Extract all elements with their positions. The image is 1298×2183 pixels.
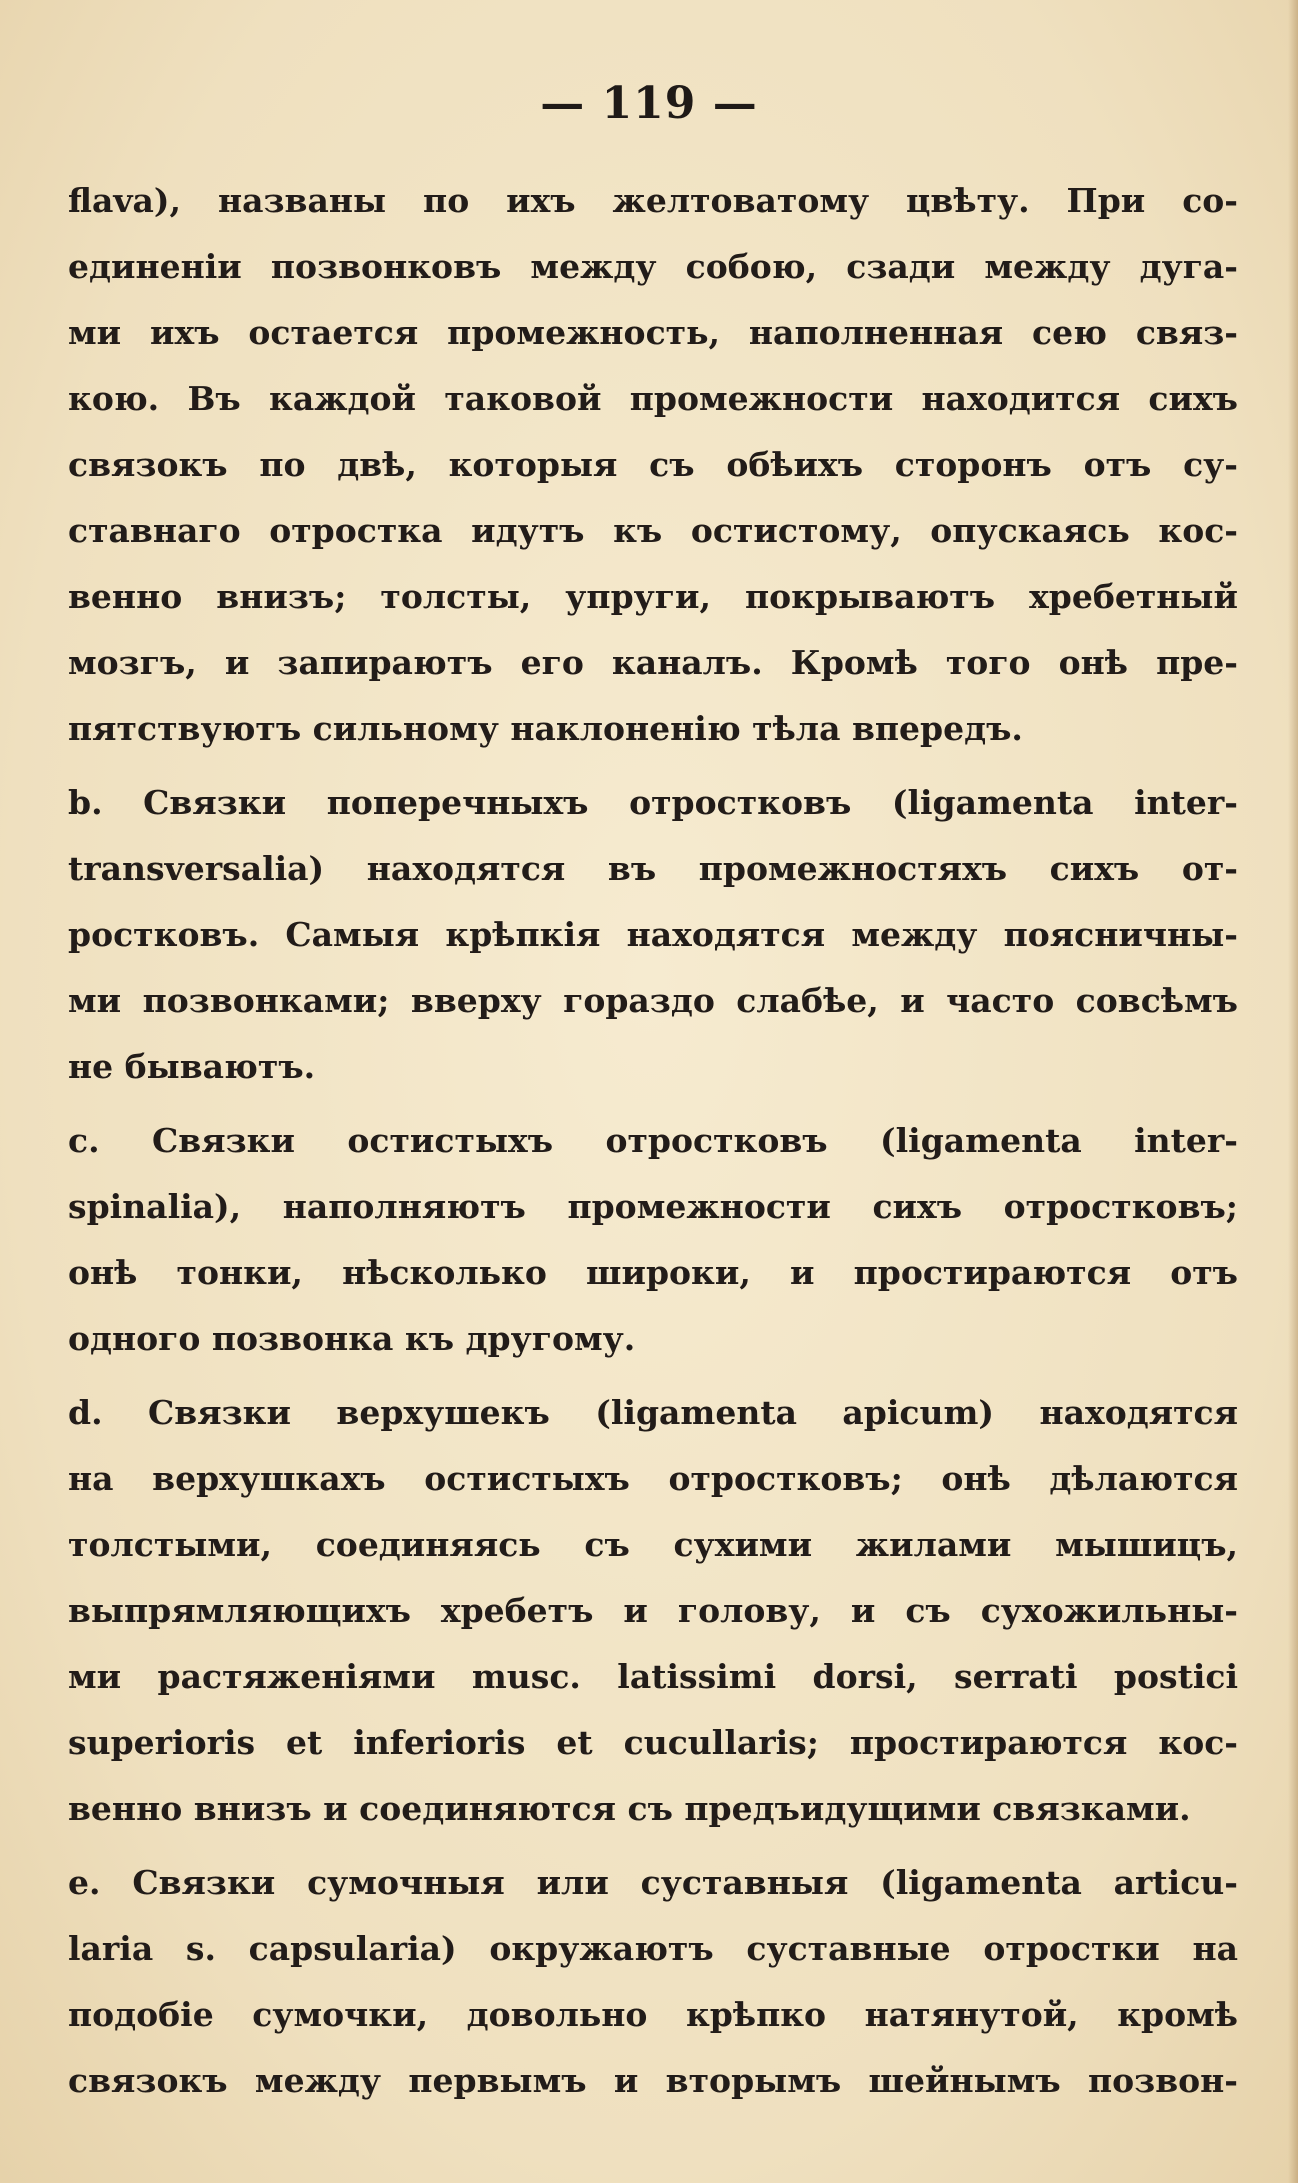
text-line: ми растяженiями musc. latissimi dorsi, serrati postici: [68, 1657, 1238, 1696]
text-line: пятствуютъ сильному наклоненiю тѣла впередъ.: [68, 709, 1023, 748]
text-line: transversalia) находятся въ промежностяхъ сихъ от-: [68, 849, 1238, 888]
page-number: — 119 —: [540, 78, 758, 129]
text-line: венно внизъ и соединяются съ предъидущими связками.: [68, 1789, 1191, 1828]
text-line: e. Связки сумочныя или суставныя (ligamenta articu-: [68, 1863, 1238, 1902]
text-line: ми позвонками; вверху гораздо слабѣе, и часто совсѣмъ: [68, 981, 1238, 1020]
text-line: spinalia), наполняютъ промежности сихъ отростковъ;: [68, 1187, 1238, 1226]
text-line: не бываютъ.: [68, 1047, 316, 1086]
text-line: онѣ тонки, нѣсколько широки, и простираются отъ: [68, 1253, 1238, 1292]
text-line: ростковъ. Самыя крѣпкiя находятся между поясничны-: [68, 915, 1238, 954]
text-line: связокъ между первымъ и вторымъ шейнымъ позвон-: [68, 2061, 1238, 2100]
text-line: венно внизъ; толсты, упруги, покрываютъ хребетный: [68, 577, 1238, 616]
text-line: выпрямляющихъ хребетъ и голову, и съ сухожильны-: [68, 1591, 1238, 1630]
text-line: единенiи позвонковъ между собою, сзади между дуга-: [68, 247, 1238, 286]
text-line: ставнаго отростка идутъ къ остистому, опускаясь кос-: [68, 511, 1238, 550]
text-line: связокъ по двѣ, которыя съ обѣихъ сторонъ отъ су-: [68, 445, 1238, 484]
text-line: b. Связки поперечныхъ отростковъ (ligamenta inter-: [68, 783, 1238, 822]
text-line: кою. Въ каждой таковой промежности находится сихъ: [68, 379, 1238, 418]
text-line: ми ихъ остается промежность, наполненная сею связ-: [68, 313, 1238, 352]
text-line: одного позвонка къ другому.: [68, 1319, 636, 1358]
text-line: laria s. capsularia) окружаютъ суставные отростки на: [68, 1929, 1238, 1968]
body-text: [68, 168, 1238, 2114]
text-line: на верхушкахъ остистыхъ отростковъ; онѣ дѣлаются: [68, 1459, 1238, 1498]
text-line: толстыми, соединяясь съ сухими жилами мышицъ,: [68, 1525, 1238, 1564]
text-line: d. Связки верхушекъ (ligamenta apicum) находятся: [68, 1393, 1238, 1432]
page-edge-shadow: [1288, 0, 1298, 2183]
text-line: flava), названы по ихъ желтоватому цвѣту. При со-: [68, 181, 1238, 220]
text-line: superioris et inferioris et cucullaris; простираются кос-: [68, 1723, 1238, 1762]
text-line: подобiе сумочки, довольно крѣпко натянутой, кромѣ: [68, 1995, 1238, 2034]
text-line: мозгъ, и запираютъ его каналъ. Кромѣ того онѣ пре-: [68, 643, 1238, 682]
text-line: c. Связки остистыхъ отростковъ (ligamenta inter-: [68, 1121, 1238, 1160]
